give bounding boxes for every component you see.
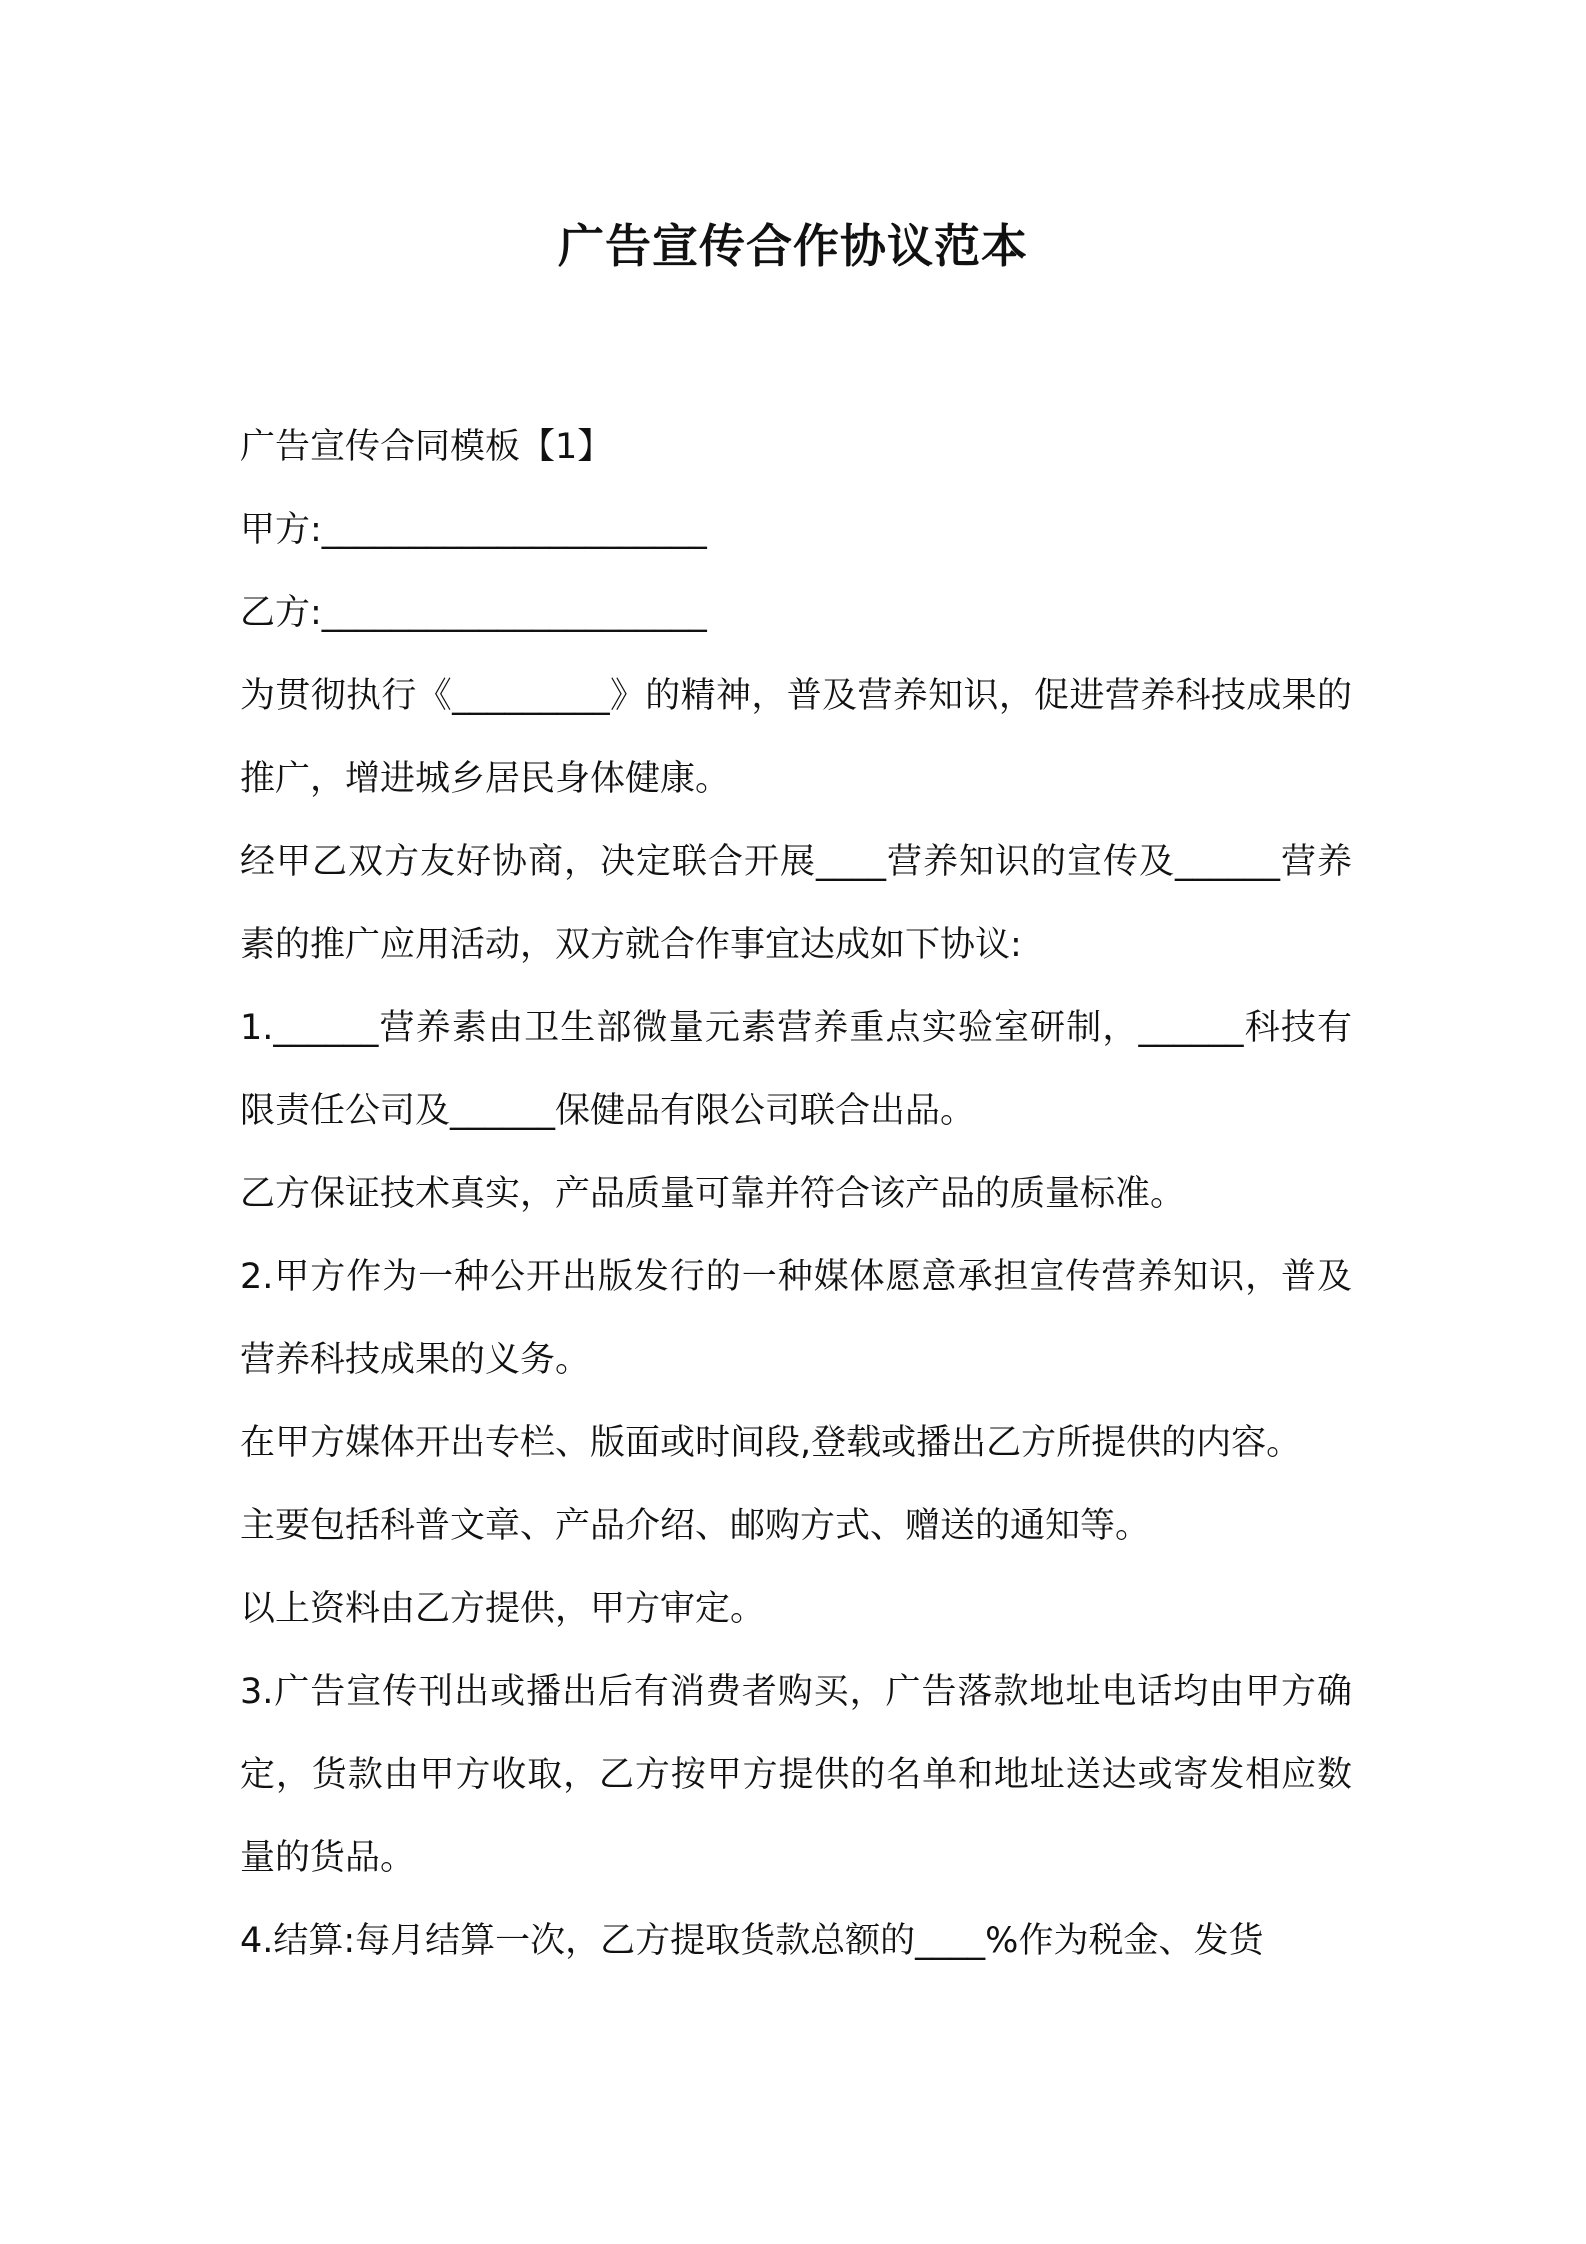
paragraph-clause-2-review: 以上资料由乙方提供，甲方审定。 bbox=[240, 1589, 766, 1629]
paragraph-party-b: 乙方:______________________ bbox=[240, 593, 707, 633]
document-title: 广告宣传合作协议范本 bbox=[558, 219, 1028, 273]
paragraph-purpose: 为贯彻执行《_________》的精神，普及营养知识，促进营养科技成果的推广，增进城乡居民身体健康。 bbox=[240, 676, 1352, 799]
document-body bbox=[240, 406, 1352, 1983]
paragraph-clause-1: 1.______营养素由卫生部微量元素营养重点实验室研制，______科技有限责任公司及______保健品有限公司联合出品。 bbox=[240, 1008, 1352, 1131]
paragraph-clause-3: 3.广告宣传刊出或播出后有消费者购买，广告落款地址电话均由甲方确定，货款由甲方收取，乙方按甲方提供的名单和地址送达或寄发相应数量的货品。 bbox=[240, 1672, 1352, 1878]
paragraph-party-a: 甲方:______________________ bbox=[240, 510, 707, 550]
paragraph-template-heading: 广告宣传合同模板【1】 bbox=[240, 427, 613, 467]
paragraph-agreement-intro: 经甲乙双方友好协商，决定联合开展____营养知识的宣传及______营养素的推广应用活动，双方就合作事宜达成如下协议: bbox=[240, 842, 1352, 965]
paragraph-clause-4: 4.结算:每月结算一次，乙方提取货款总额的____%作为税金、发货 bbox=[240, 1921, 1264, 1961]
paragraph-clause-2: 2.甲方作为一种公开出版发行的一种媒体愿意承担宣传营养知识，普及营养科技成果的义务。 bbox=[240, 1257, 1352, 1380]
paragraph-clause-2-column: 在甲方媒体开出专栏、版面或时间段,登载或播出乙方所提供的内容。 bbox=[240, 1423, 1302, 1463]
paragraph-clause-1-guarantee: 乙方保证技术真实，产品质量可靠并符合该产品的质量标准。 bbox=[240, 1174, 1186, 1214]
paragraph-clause-2-content: 主要包括科普文章、产品介绍、邮购方式、赠送的通知等。 bbox=[240, 1506, 1151, 1546]
